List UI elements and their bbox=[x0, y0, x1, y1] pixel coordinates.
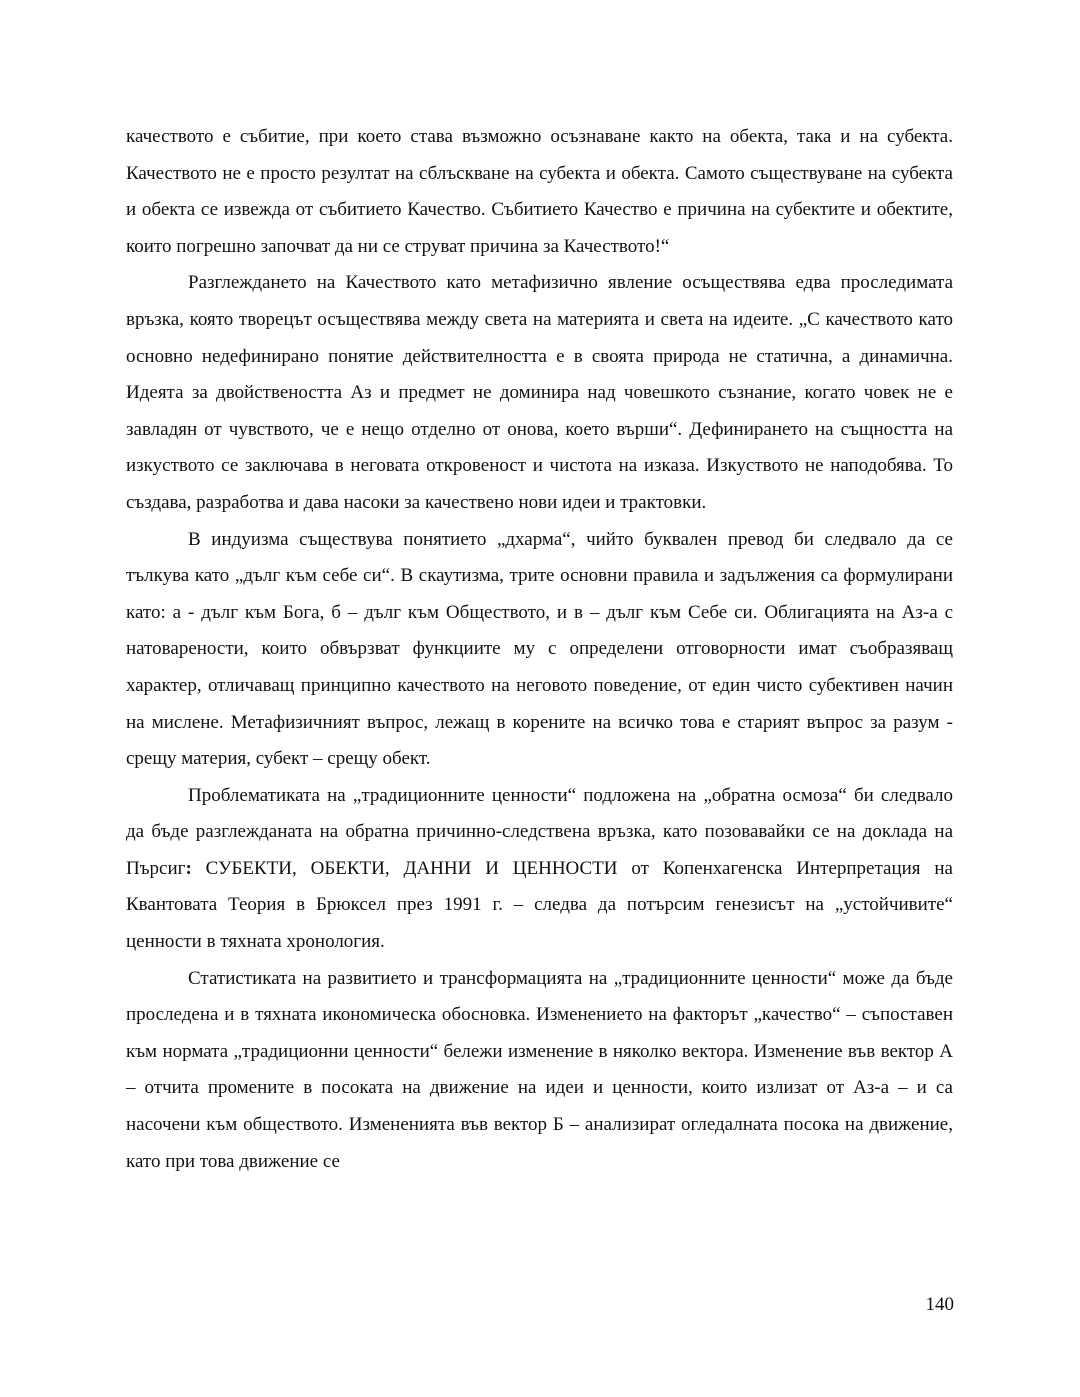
paragraph-text-after: СУБЕКТИ, ОБЕКТИ, ДАННИ И ЦЕННОСТИ от Копенхагенска Интерпретация на Квантовата Теория в Брюксел през 1991 г. – следва да потърсим генезисът на „устойчивите“ ценности в тяхната хронология. bbox=[126, 857, 953, 953]
paragraph-statistics: Статистиката на развитието и трансформацията на „традиционните ценности“ може да бъде проследена и в тяхната икономическа обосновка. Изменението на факторът „качество“ – съпоставен към нормата „традиционни ценности“ бележи изменение в няколко вектора. Изменение във вектор А – отчита промените в посоката на движение на идеи и ценности, които излизат от Аз-а – и са насочени към обществото. Измененията във вектор Б – анализират огледалната посока на движение, като при това движение се bbox=[126, 967, 953, 1172]
body-text bbox=[126, 119, 953, 1180]
paragraph-text-before: Проблематиката на „традиционните ценности“ подложена на „обратна осмоза“ би следвало да бъде разглежданата на обратна причинно-следствена връзка, като позовавайки се на доклада на Пърсиг bbox=[126, 784, 953, 879]
paragraph-dharma: В индуизма съществува понятието „дхарма“, чийто буквален превод би следвало да се тълкува като „дълг към себе си“. В скаутизма, трите основни правила и задължения са формулирани като: а - дълг към Бога, б – дълг към Обществото, и в – дълг към Себе си. Облигацията на Аз-а с натоварености, които обвързват функциите му с определени отговорности имат съобразяващ характер, отличаващ принципно качеството на неговото поведение, от един чисто субективен начин на мислене. Метафизичният въпрос, лежащ в корените на всичко това е старият въпрос за разум - срещу материя, субект – срещу обект. bbox=[126, 528, 953, 770]
paragraph-colon: : bbox=[185, 857, 192, 879]
paragraph-traditional-values bbox=[126, 778, 953, 961]
page-number: 140 bbox=[925, 1294, 954, 1315]
paragraph-quality-metaphysics: Разглеждането на Качеството като метафизично явление осъществява едва проследимата връзка, която творецът осъществява между света на материята и света на идеите. „С качеството като основно недефинирано понятие действителността е в своята природа не статична, а динамична. Идеята за двойствеността Аз и предмет не доминира над човешкото съзнание, когато човек не е завладян от чувството, че е нещо отделно от онова, което върши“. Дефинирането на същността на изкуството се заключава в неговата откровеност и чистота на изказа. Изкуството не наподобява. То създава, разработва и дава насоки за качествено нови идеи и трактовки. bbox=[126, 272, 953, 513]
paragraph-continuation: качеството е събитие, при което става възможно осъзнаване както на обекта, така и на субекта. Качеството не е просто резултат на сблъскване на субекта и обекта. Самото съществуване на субекта и обекта се извежда от събитието Качество. Събитието Качество е причина на субектите и обектите, които погрешно започват да ни се струват причина за Качеството!“ bbox=[126, 126, 953, 257]
